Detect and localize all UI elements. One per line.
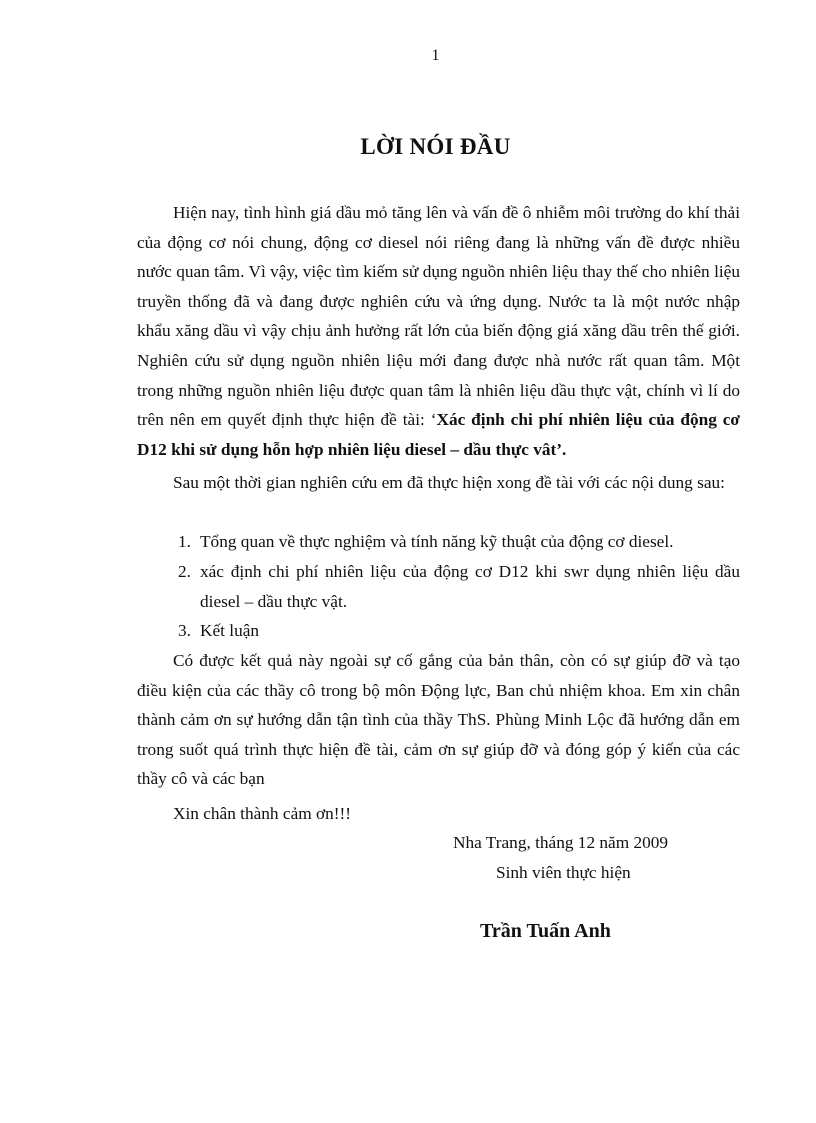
list-item-text: Kết luận [200, 621, 260, 640]
content-list-item [137, 616, 740, 646]
page-number: 1 [431, 47, 440, 64]
page-title: LỜI NÓI ĐẦU [360, 134, 511, 159]
list-item-text: xác định chi phí nhiên liệu của động cơ D12 khi swr dụng nhiên liệu dầu diesel – dầu thực vật. [200, 562, 740, 611]
intro-paragraph [137, 198, 740, 464]
content-intro-paragraph: Sau một thời gian nghiên cứu em đã thực hiện xong đề tài với các nội dung sau: [173, 473, 725, 492]
list-item-number: 3. [178, 621, 191, 640]
topic-title: Xác định chi phí nhiên liệu của động cơ D12 khi sử dụng hỗn hợp nhiên liệu diesel – dầu thực vât’. [137, 410, 740, 459]
signature-name: Trần Tuấn Anh [480, 920, 611, 942]
acknowledgement-paragraph: Có được kết quả này ngoài sự cố gắng của bản thân, còn có sự giúp đỡ và tạo điều kiện của các thầy cô trong bộ môn Động lực, Ban chủ nhiệm khoa. Em xin chân thành cảm ơn sự hướng dẫn tận tình của thầy ThS. Phùng Minh Lộc đã hướng dẫn em trong suốt quá trình thực hiện đề tài, cảm ơn sự giúp đỡ và đóng góp ý kiến của các thầy cô và các bạn [137, 651, 740, 789]
content-list-item [137, 557, 740, 616]
list-item-text: Tổng quan về thực nghiệm và tính năng kỹ thuật của động cơ diesel. [200, 532, 674, 551]
signature-role: Sinh viên thực hiện [496, 863, 631, 882]
thanks-line: Xin chân thành cảm ơn!!! [173, 804, 352, 823]
intro-text: Hiện nay, tình hình giá dầu mỏ tăng lên và vấn đề ô nhiễm môi trường do khí thải của động cơ nói chung, động cơ diesel nói riêng đang là những vấn đề được nhiều nước quan tâm. Vì vậy, việc tìm kiếm sử dụng nguồn nhiên liệu thay thế cho nhiên liệu truyền thống đã và đang được nghiên cứu và ứng dụng. Nước ta là một nước nhập khẩu xăng dầu vì vậy chịu ảnh hưởng rất lớn của biến động giá xăng dầu trên thế giới. Nghiên cứu sử dụng nguồn nhiên liệu mới đang được nhà nước rất quan tâm. Một trong những nguồn nhiên liệu được quan tâm là nhiên liệu dầu thực vật, chính vì lí do trên nên em quyết định thực hiện đề tài: ‘ [137, 203, 740, 430]
signature-place-date: Nha Trang, tháng 12 năm 2009 [453, 833, 669, 852]
list-item-number: 1. [178, 532, 191, 551]
content-list-item [137, 527, 740, 557]
list-item-number: 2. [178, 562, 191, 581]
